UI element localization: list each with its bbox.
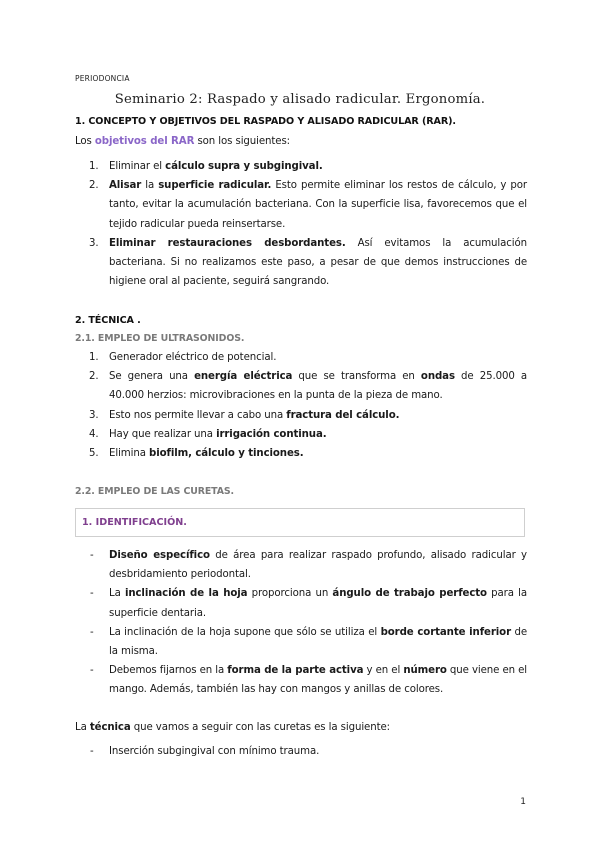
item-text: que viene en el mango. Además, también las hay con mangos y anillas de colores. <box>109 665 528 696</box>
objectives-list <box>75 157 527 291</box>
list-item <box>75 176 527 234</box>
list-item <box>75 425 527 444</box>
item-text: la <box>141 180 159 192</box>
item-text: Esto permite eliminar los restos de cálculo, y por tanto, evitar la acumulación bacteriana. Con la superficie lisa, favorecemos que el tejido radicular pueda reinsertarse. <box>109 180 527 230</box>
list-item <box>75 367 527 405</box>
item-text: Esto nos permite llevar a cabo una <box>109 409 287 421</box>
item-text: que se transforma en <box>292 371 421 383</box>
list-item <box>75 661 527 699</box>
list-item <box>75 444 527 463</box>
list-item <box>75 348 527 367</box>
item-bold: biofilm, cálculo y tinciones. <box>149 448 304 460</box>
item-bold: fractura del cálculo. <box>286 409 400 421</box>
item-bold: cálculo supra y subgingival. <box>165 161 323 172</box>
item-number: 1. <box>89 352 99 363</box>
item-number: 4. <box>89 428 99 440</box>
item-text: proporciona un <box>247 588 333 600</box>
intro-text: Los <box>75 136 95 147</box>
technique-list <box>75 742 527 761</box>
document-title: Seminario 2: Raspado y alisado radicular. Ergonomía. <box>114 92 486 107</box>
list-item <box>75 234 527 292</box>
item-text: para la superficie dentaria. <box>109 588 527 619</box>
subsection-ultrasonidos: 2.1. EMPLEO DE ULTRASONIDOS. <box>75 333 245 344</box>
ultrasonidos-list <box>75 348 527 463</box>
item-text: Hay que realizar una <box>109 428 217 440</box>
item-bold: número <box>403 665 447 677</box>
item-number: 1. <box>89 161 99 172</box>
item-bold: forma de la parte activa <box>227 665 364 677</box>
list-item <box>75 742 527 761</box>
item-text: Eliminar el <box>109 161 166 172</box>
item-text: Se genera una <box>109 371 195 383</box>
item-text: de 25.000 a 40.000 herzios: microvibraciones en la punta de la pieza de mano. <box>109 371 528 402</box>
item-number: 5. <box>89 448 99 460</box>
objectives-highlight: objetivos del RAR <box>94 136 195 147</box>
item-bold: superficie radicular. <box>158 180 272 192</box>
item-number: 2. <box>89 371 99 383</box>
item-text: de la misma. <box>109 626 527 658</box>
item-text: de área para realizar raspado profundo, alisado radicular y desbridamiento periodontal. <box>109 550 527 581</box>
list-item <box>75 406 527 425</box>
item-text: Generador eléctrico de potencial. <box>109 352 277 363</box>
subsection-curetas: 2.2. EMPLEO DE LAS CURETAS. <box>75 486 234 497</box>
technique-bold: técnica <box>89 722 131 733</box>
section-1-heading: 1. CONCEPTO Y OBJETIVOS DEL RASPADO Y ALISADO RADICULAR (RAR). <box>75 116 456 127</box>
item-number: 2. <box>89 180 99 192</box>
item-number: 3. <box>89 409 99 421</box>
item-bold: Alisar <box>109 180 142 192</box>
item-bold: borde cortante inferior <box>380 626 511 638</box>
item-text: Debemos fijarnos en la <box>109 665 228 677</box>
list-item <box>75 623 527 661</box>
curetas-bullet-list <box>75 546 527 700</box>
item-bold: inclinación de la hoja <box>124 588 248 600</box>
bullet-dash: - <box>90 665 94 677</box>
objectives-intro <box>75 132 527 151</box>
item-bold: Eliminar restauraciones desbordantes. <box>109 237 346 249</box>
intro-text-end: que vamos a seguir con las curetas es la siguiente: <box>130 722 390 733</box>
bullet-dash: - <box>90 626 94 638</box>
item-bold: irrigación continua. <box>216 428 327 440</box>
item-text: y en el <box>363 665 404 677</box>
page-number: 1 <box>520 797 526 807</box>
list-item <box>75 584 527 622</box>
technique-intro <box>75 718 527 737</box>
item-bold: energía eléctrica <box>194 371 293 383</box>
section-2-heading: 2. TÉCNICA . <box>75 315 141 326</box>
item-bold: ondas <box>420 371 455 383</box>
intro-text-end: son los siguientes: <box>194 136 291 147</box>
list-item <box>75 157 527 176</box>
bullet-dash: - <box>90 746 94 757</box>
item-text: Inserción subgingival con mínimo trauma. <box>109 746 320 757</box>
item-bold: Diseño específico <box>109 550 210 561</box>
item-bold: ángulo de trabajo perfecto <box>332 588 487 600</box>
list-item <box>75 546 527 584</box>
item-text: La <box>109 588 125 600</box>
intro-text: La <box>75 722 90 733</box>
running-header: PERIODONCIA <box>75 74 130 83</box>
identification-label: 1. IDENTIFICACIÓN. <box>82 517 187 528</box>
item-number: 3. <box>89 237 99 249</box>
bullet-dash: - <box>90 588 94 600</box>
identification-box <box>75 508 525 537</box>
item-text: La inclinación de la hoja supone que sólo se utiliza el <box>109 626 381 638</box>
item-text: Elimina <box>109 448 149 460</box>
item-text: Así evitamos la acumulación bacteriana. Si no realizamos este paso, a pesar de que demos instrucciones de higiene oral al paciente, seguirá sangrando. <box>109 237 527 288</box>
bullet-dash: - <box>90 550 94 561</box>
